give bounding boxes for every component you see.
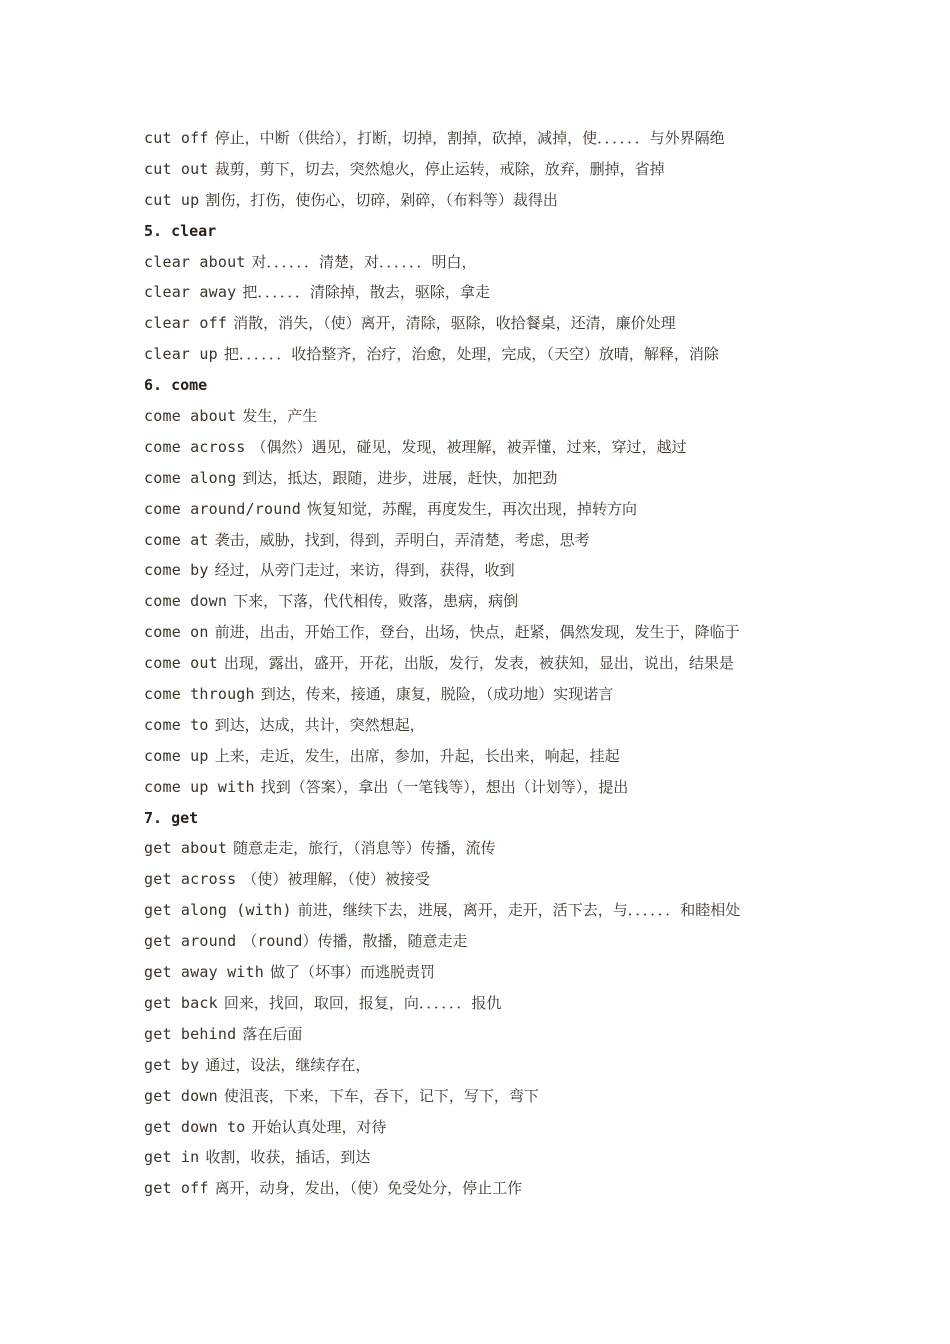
section-heading-get: 7. get [144, 808, 199, 827]
entry-get-back [144, 988, 824, 1019]
meaning: 找到（答案），拿出（一笔钱等），想出（计划等），提出 [260, 777, 629, 796]
meaning: 使沮丧，下来，下车，吞下，记下，写下，弯下 [223, 1086, 539, 1105]
meaning: 把．．．．．．清除掉，散去，驱除，拿走 [242, 283, 490, 302]
meaning: 停止，中断（供给），打断，切掉，割掉，砍掉，减掉，使．．．．．．与外界隔绝 [214, 129, 725, 147]
meaning: 随意走走，旅行，（消息等）传播，流传 [233, 839, 496, 858]
document-page [144, 123, 824, 1204]
entry-get-along [144, 895, 824, 926]
phrase: get across [144, 870, 237, 889]
phrase: come by [144, 561, 209, 580]
phrase: come around/round [144, 499, 301, 518]
entry-come-on [144, 617, 824, 648]
entry-come-through [144, 679, 824, 710]
meaning: 下来，下落，代代相传，败落，患病，病倒 [233, 592, 519, 611]
entry-clear-up [144, 339, 824, 370]
meaning: 离开，动身，发出，（使）免受处分，停止工作 [214, 1179, 523, 1198]
phrase: come out [144, 654, 218, 673]
entry-get-about [144, 833, 824, 864]
entry-come-across [144, 432, 824, 463]
meaning: 开始认真处理，对待 [251, 1117, 387, 1136]
meaning: 恢复知觉，苏醒，再度发生，再次出现，掉转方向 [306, 499, 637, 518]
phrase: get back [144, 993, 218, 1012]
phrase: get down [144, 1086, 218, 1105]
entry-come-at [144, 525, 824, 556]
entry-come-about [144, 401, 824, 432]
phrase: come through [144, 685, 255, 704]
entry-get-down [144, 1081, 824, 1112]
phrase: come up [144, 746, 209, 765]
entry-clear-off [144, 308, 824, 339]
meaning: 割伤，打伤，使伤心，切碎，剁碎，（布料等）裁得出 [205, 190, 558, 209]
meaning: 回来，找回，取回，报复，向．．．．．．报仇 [223, 993, 502, 1012]
meaning: 发生，产生 [242, 407, 318, 426]
entry-come-by [144, 555, 824, 586]
entry-clear-about [144, 247, 824, 278]
phrase: get in [144, 1148, 200, 1167]
entry-get-in [144, 1142, 824, 1173]
entry-get-behind [144, 1019, 824, 1050]
entry-get-away-with [144, 957, 824, 988]
entry-cut-up [144, 185, 824, 216]
meaning: 前进，继续下去，进展，离开，走开，活下去，与．．．．．．和睦相处 [297, 901, 741, 920]
phrase: cut up [144, 190, 200, 209]
entry-come-out [144, 648, 824, 679]
meaning: 把．．．．．．收拾整齐，治疗，治愈，处理，完成，（天空）放晴，解释，消除 [223, 345, 719, 364]
phrase: come across [144, 437, 246, 456]
entry-get-down-to [144, 1112, 824, 1143]
meaning: 裁剪，剪下，切去，突然熄火，停止运转，戒除，放弃，删掉，省掉 [214, 159, 665, 178]
phrase: get down to [144, 1117, 246, 1136]
phrase: clear about [144, 252, 246, 271]
entry-cut-out [144, 154, 824, 185]
phrase: clear up [144, 345, 218, 364]
entry-come-up [144, 741, 824, 772]
meaning: 通过，设法，继续存在， [205, 1055, 371, 1074]
meaning: 袭击，威胁，找到，得到，弄明白，弄清楚，考虑，思考 [214, 530, 590, 549]
phrase: get by [144, 1055, 200, 1074]
entry-come-down [144, 586, 824, 617]
section-heading-clear: 5. clear [144, 221, 217, 240]
phrase: get away with [144, 963, 264, 982]
phrase: cut off [144, 129, 209, 147]
phrase: come down [144, 592, 228, 611]
meaning: （偶然）遇见，碰见，发现，被理解，被弄懂，过来，穿过，越过 [251, 437, 687, 456]
phrase: clear off [144, 314, 228, 333]
phrase: clear away [144, 283, 237, 302]
meaning: 对．．．．．．清楚，对．．．．．．明白， [251, 252, 477, 271]
meaning: （round）传播，散播，随意走走 [242, 932, 468, 951]
meaning: 落在后面 [242, 1024, 303, 1043]
meaning: 做了（坏事）而逃脱责罚 [270, 963, 436, 982]
entry-come-to [144, 710, 824, 741]
phrase: cut out [144, 159, 209, 178]
entry-get-around [144, 926, 824, 957]
meaning: 收割，收获，插话，到达 [205, 1148, 371, 1167]
phrase: get off [144, 1179, 209, 1198]
meaning: 前进，出击，开始工作，登台，出场，快点，赶紧，偶然发现，发生于，降临于 [214, 623, 740, 642]
phrase: get around [144, 932, 237, 951]
meaning: 到达，传来，接通，康复，脱险，（成功地）实现诺言 [260, 685, 614, 704]
entry-cut-off [144, 123, 824, 154]
phrase: get about [144, 839, 228, 858]
meaning: 到达，抵达，跟随，进步，进展，赶快，加把劲 [242, 468, 558, 487]
entry-clear-away [144, 277, 824, 308]
entry-come-around [144, 494, 824, 525]
phrase: come up with [144, 777, 255, 796]
entry-get-across [144, 864, 824, 895]
phrase: come to [144, 715, 209, 734]
phrase: come on [144, 623, 209, 642]
entry-get-by [144, 1050, 824, 1081]
entry-get-off [144, 1173, 824, 1204]
entry-come-up-with [144, 772, 824, 803]
meaning: 到达，达成，共计，突然想起， [214, 715, 425, 734]
phrase: come along [144, 468, 237, 487]
phrase: come about [144, 407, 237, 426]
phrase: get behind [144, 1024, 237, 1043]
entry-come-along [144, 463, 824, 494]
meaning: 消散，消失，（使）离开，清除，驱除，收拾餐桌，还清，廉价处理 [233, 314, 676, 333]
meaning: （使）被理解，（使）被接受 [242, 870, 430, 889]
meaning: 经过，从旁门走过，来访，得到，获得，收到 [214, 561, 515, 580]
phrase: come at [144, 530, 209, 549]
section-heading-come: 6. come [144, 376, 208, 395]
meaning: 出现，露出，盛开，开花，出版，发行，发表，被获知，显出，说出，结果是 [223, 654, 734, 673]
phrase: get along (with) [144, 901, 292, 920]
meaning: 上来，走近，发生，出席，参加，升起，长出来，响起，挂起 [214, 746, 620, 765]
